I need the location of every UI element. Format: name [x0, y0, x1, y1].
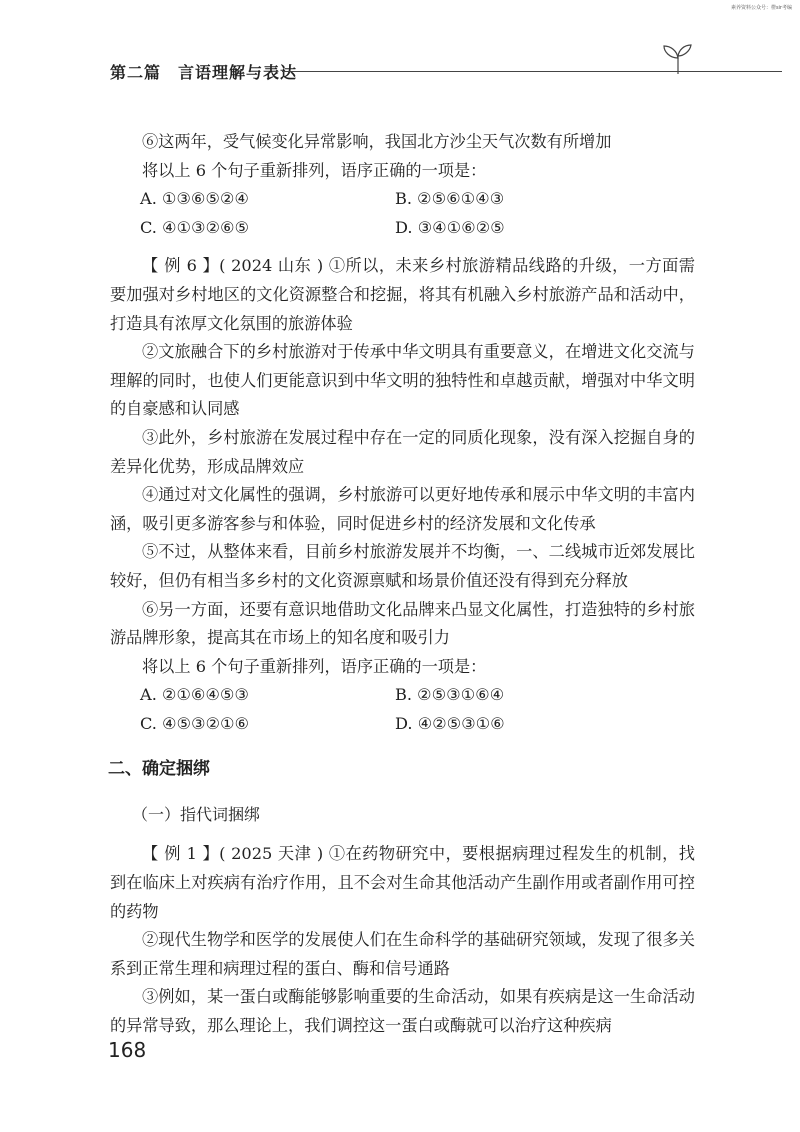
- sprout-icon: [658, 42, 698, 76]
- watermark: 素养资料公众号：橙sir考编: [730, 5, 792, 11]
- page-content: [110, 128, 695, 1041]
- option-d: D. ④②⑤③①⑥: [395, 713, 505, 733]
- subsection-heading: （一）指代词捆绑: [132, 805, 261, 825]
- option-c: C. ④①③②⑥⑤: [140, 217, 250, 237]
- header-rule: [282, 71, 782, 72]
- option-a: A. ①③⑥⑤②④: [140, 189, 250, 209]
- options-row: [110, 185, 695, 214]
- option-d: D. ③④①⑥②⑤: [395, 217, 505, 237]
- page-number: 168: [108, 1038, 147, 1062]
- example-6-sentence-2: ②文旅融合下的乡村旅游对于传承中华文明具有重要意义，在增进文化交流与理解的同时，也使人们更能意识到中华文明的独特性和卓越贡献，增强对中华文明的自豪感和认同感: [110, 342, 695, 419]
- section-heading: 二、确定捆绑: [108, 759, 210, 780]
- option-a: A. ②①⑥④⑤③: [140, 685, 250, 705]
- example-1-sentence-3: ③例如，某一蛋白或酶能够影响重要的生命活动，如果有疾病是这一生命活动的异常导致，那么理论上，我们调控这一蛋白或酶就可以治疗这种疾病: [110, 987, 695, 1036]
- header-title: 第二篇 言语理解与表达: [110, 63, 298, 82]
- example-6-sentence-6: ⑥另一方面，还要有意识地借助文化品牌来凸显文化属性，打造独特的乡村旅游品牌形象，提高其在市场上的知名度和吸引力: [110, 599, 695, 648]
- sentence-6: ⑥这两年，受气候变化异常影响，我国北方沙尘天气次数有所增加: [142, 132, 612, 151]
- example-6-sentence-4: ④通过对文化属性的强调，乡村旅游可以更好地传承和展示中华文明的丰富内涵，吸引更多游客参与和体验，同时促进乡村的经济发展和文化传承: [110, 485, 695, 533]
- options-row: [110, 681, 695, 710]
- options-row: [110, 710, 695, 739]
- question-prompt: 将以上 6 个句子重新排列，语序正确的一项是：: [142, 656, 487, 676]
- example-6-sentence-1: 【 例 6 】( 2024 山东 ) ①所以，未来乡村旅游精品线路的升级，一方面需要加强对乡村地区的文化资源整合和挖掘，将其有机融入乡村旅游产品和活动中，打造具有浓厚文化氛围的旅游体验: [110, 256, 695, 333]
- options-row: [110, 214, 695, 243]
- option-c: C. ④⑤③②①⑥: [140, 713, 250, 733]
- example-1-sentence-1: 【 例 1 】( 2025 天津 ) ①在药物研究中，要根据病理过程发生的机制，找到在临床上对疾病有治疗作用，且不会对生命其他活动产生副作用或者副作用可控的药物: [110, 844, 695, 921]
- option-b: B. ②⑤⑥①④③: [395, 189, 505, 209]
- page-header: [110, 58, 690, 82]
- question-prompt: 将以上 6 个句子重新排列，语序正确的一项是：: [142, 160, 487, 180]
- option-b: B. ②⑤③①⑥④: [395, 685, 505, 705]
- example-6-sentence-3: ③此外，乡村旅游在发展过程中存在一定的同质化现象，没有深入挖掘自身的差异化优势，形成品牌效应: [110, 427, 695, 476]
- example-1-sentence-2: ②现代生物学和医学的发展使人们在生命科学的基础研究领域，发现了很多关系到正常生理和病理过程的蛋白、酶和信号通路: [110, 930, 695, 978]
- example-6-sentence-5: ⑤不过，从整体来看，目前乡村旅游发展并不均衡，一、二线城市近郊发展比较好，但仍有相当多乡村的文化资源禀赋和场景价值还没有得到充分释放: [110, 542, 695, 590]
